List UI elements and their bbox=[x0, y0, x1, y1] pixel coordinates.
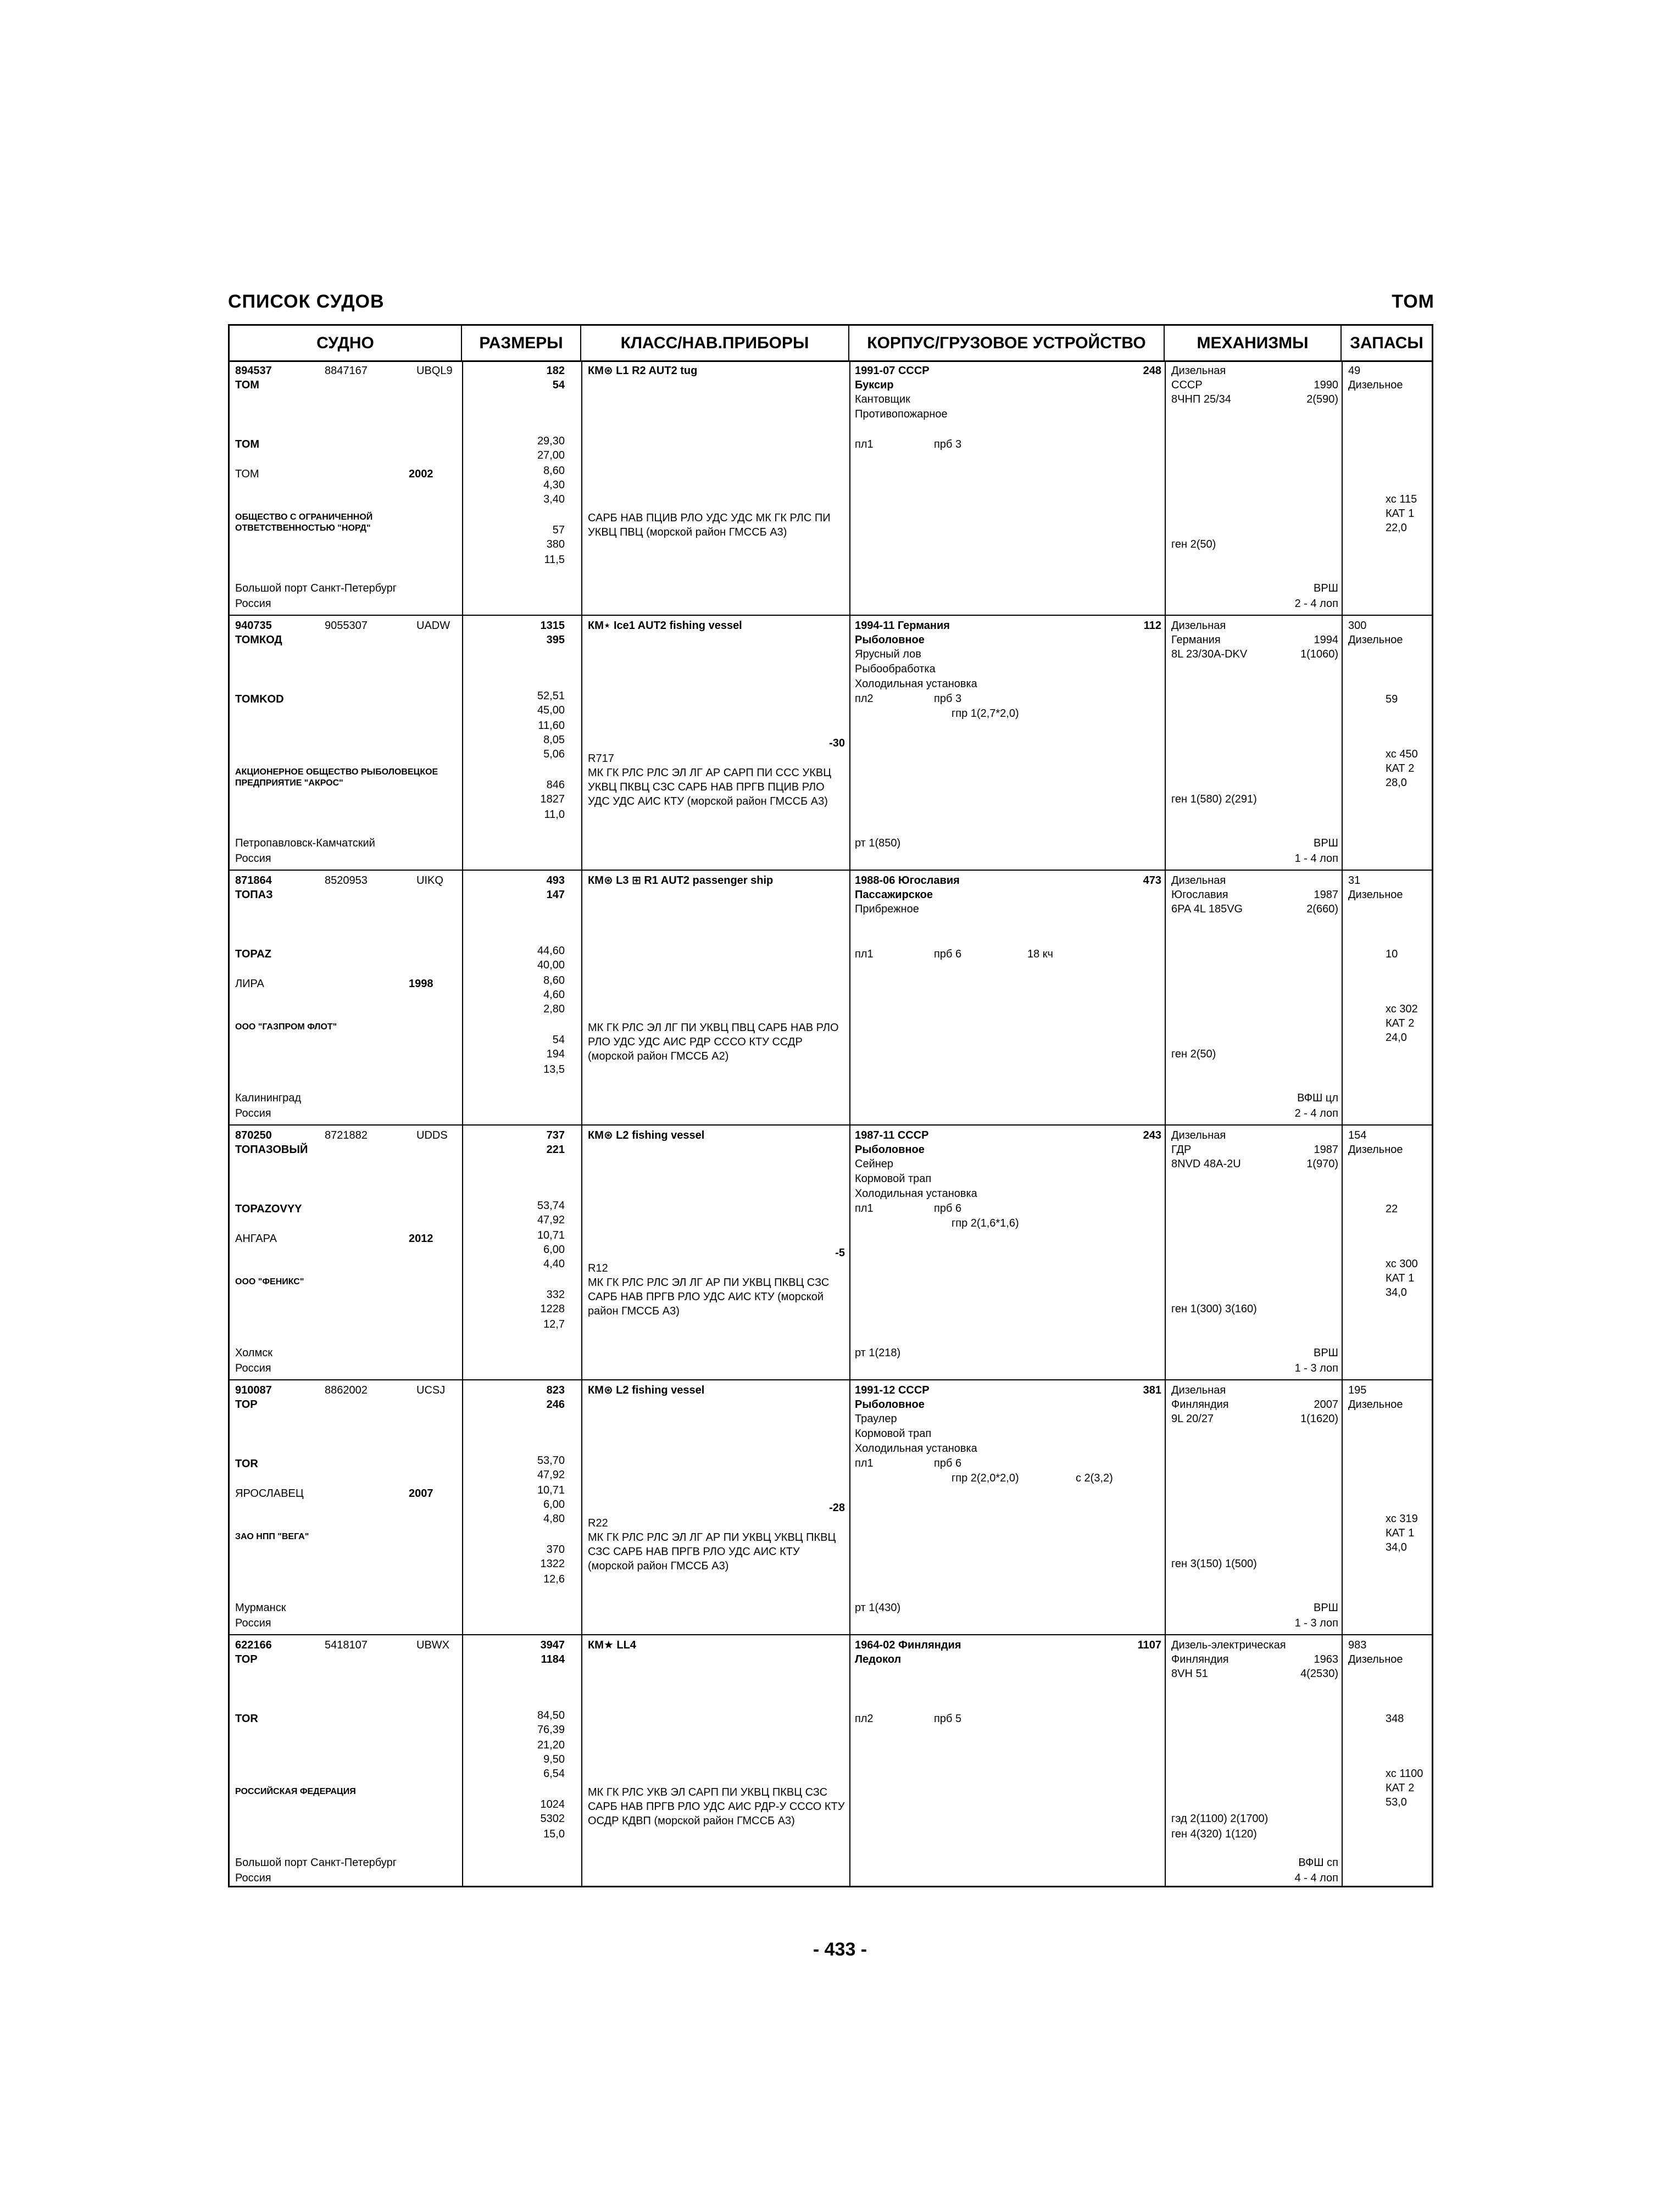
cargo-hatches: гпр 1(2,7*2,0) bbox=[952, 708, 1019, 720]
deadweight: 846 bbox=[546, 779, 565, 791]
vessel-entry bbox=[230, 615, 1432, 871]
vessel-name-latin: TOPAZOVYY bbox=[235, 1203, 302, 1215]
class-notation: КМ★ LL4 bbox=[588, 1639, 636, 1651]
deadweight: 57 bbox=[552, 524, 565, 536]
home-port: Калининград bbox=[235, 1092, 302, 1104]
table-header bbox=[230, 326, 1432, 362]
max-speed: 24,0 bbox=[1386, 1032, 1407, 1044]
length-perpendicular: 47,92 bbox=[537, 1214, 565, 1226]
cargo-hatches: гпр 2(2,0*2,0) bbox=[952, 1472, 1019, 1484]
former-name: ТОМ bbox=[235, 468, 259, 480]
breadth: 21,20 bbox=[537, 1739, 565, 1751]
bulkheads: прб 6 bbox=[934, 1202, 962, 1215]
depth: 4,30 bbox=[543, 479, 565, 491]
bulkheads: прб 5 bbox=[934, 1713, 962, 1725]
length-perpendicular: 47,92 bbox=[537, 1469, 565, 1481]
hull-detail-line: Кормовой трап bbox=[855, 1428, 932, 1440]
fuel-capacity: 154 bbox=[1348, 1129, 1367, 1141]
engine-year: 1987 bbox=[1314, 889, 1338, 901]
flag-country: Россия bbox=[235, 1362, 271, 1374]
yard-number: 112 bbox=[1143, 620, 1161, 632]
navigation-equipment: МК ГК РЛС ЭЛ ЛГ ПИ УКВЦ ПВЦ САРБ НАВ РЛО РЛО УДС УДС АИС РДР СССО КТУ ССДР (морской район ГМССБ А2) bbox=[588, 1022, 839, 1062]
max-speed: 34,0 bbox=[1386, 1541, 1407, 1553]
displacement: 1322 bbox=[540, 1558, 565, 1570]
class-notation: КМ⊛ L3 ⊞ R1 AUT2 passenger ship bbox=[588, 874, 774, 887]
former-name: АНГАРА bbox=[235, 1233, 277, 1245]
page-title: СПИСОК СУДОВ bbox=[228, 291, 385, 312]
refrigeration-temperature: -28 bbox=[829, 1502, 845, 1514]
propeller-type: ВФШ цл bbox=[1297, 1092, 1338, 1104]
gross-tonnage: 3947 bbox=[540, 1639, 565, 1651]
max-speed: 34,0 bbox=[1386, 1286, 1407, 1299]
depth: 6,00 bbox=[543, 1498, 565, 1511]
engine-type: Дизель-электрическая bbox=[1171, 1639, 1286, 1651]
propeller-blades: 1 - 3 лоп bbox=[1294, 1617, 1338, 1629]
bulkheads: прб 6 bbox=[934, 1457, 962, 1469]
hull-detail-line: Холодильная установка bbox=[855, 678, 977, 690]
max-speed: 22,0 bbox=[1386, 522, 1407, 534]
breadth: 8,60 bbox=[543, 974, 565, 987]
vessel-type: Рыболовное bbox=[855, 1399, 925, 1411]
refrigeration-temperature: -30 bbox=[829, 737, 845, 749]
deadweight: 332 bbox=[546, 1289, 565, 1301]
fuel-capacity: 31 bbox=[1348, 874, 1361, 887]
imo-number: 8847167 bbox=[325, 365, 368, 377]
engine-type: Дизельная bbox=[1171, 1129, 1226, 1141]
max-speed: 53,0 bbox=[1386, 1796, 1407, 1808]
owner-name: ЗАО НПП "ВЕГА" bbox=[235, 1532, 309, 1541]
engine-model: 8VH 51 bbox=[1171, 1668, 1208, 1680]
former-name-year: 1998 bbox=[409, 978, 433, 990]
registry-number: 871864 bbox=[235, 874, 272, 887]
length-overall: 52,51 bbox=[537, 690, 565, 702]
call-sign: UDDS bbox=[416, 1129, 448, 1141]
fish-hold: рт 1(218) bbox=[855, 1347, 901, 1359]
displacement: 1827 bbox=[540, 793, 565, 805]
home-port: Холмск bbox=[235, 1347, 272, 1359]
engine-country: СССР bbox=[1171, 379, 1203, 391]
breadth: 10,71 bbox=[537, 1484, 565, 1496]
length-overall: 84,50 bbox=[537, 1709, 565, 1722]
propeller-blades: 1 - 4 лоп bbox=[1294, 853, 1338, 865]
vessel-type: Ледокол bbox=[855, 1653, 902, 1665]
column-header-dimensions: РАЗМЕРЫ bbox=[462, 326, 581, 360]
class-notation: КМ⊛ L1 R2 AUT2 tug bbox=[588, 365, 698, 377]
engine-year: 1987 bbox=[1314, 1144, 1338, 1156]
call-sign: UCSJ bbox=[416, 1384, 446, 1396]
ship-register-table bbox=[228, 324, 1433, 1887]
endurance: хс 1100 bbox=[1386, 1768, 1423, 1780]
lifeboat-category: КАТ 2 bbox=[1386, 1017, 1415, 1029]
build-date-country: 1991-07 СССР bbox=[855, 365, 930, 377]
vessel-type: Рыболовное bbox=[855, 1144, 925, 1156]
yard-number: 381 bbox=[1143, 1384, 1161, 1396]
engine-type: Дизельная bbox=[1171, 874, 1226, 887]
depth: 4,60 bbox=[543, 989, 565, 1001]
build-date-country: 1964-02 Финляндия bbox=[855, 1639, 961, 1651]
yard-number: 1107 bbox=[1137, 1639, 1161, 1651]
vessel-type: Рыболовное bbox=[855, 634, 925, 646]
lifeboat-category: КАТ 1 bbox=[1386, 508, 1415, 520]
fuel-type: Дизельное bbox=[1348, 379, 1403, 391]
generators: ген 2(50) bbox=[1171, 538, 1216, 550]
engine-model: 9L 20/27 bbox=[1171, 1413, 1214, 1425]
length-perpendicular: 76,39 bbox=[537, 1724, 565, 1736]
fuel-capacity: 195 bbox=[1348, 1384, 1367, 1396]
gross-tonnage: 737 bbox=[546, 1129, 565, 1141]
refrigerant-code: R22 bbox=[588, 1517, 608, 1529]
vessel-name: ТОПАЗ bbox=[235, 889, 273, 901]
draught: 4,40 bbox=[543, 1258, 565, 1270]
fuel-type: Дизельное bbox=[1348, 634, 1403, 646]
design-speed: 12,6 bbox=[543, 1573, 565, 1585]
column-header-vessel: СУДНО bbox=[230, 326, 462, 360]
owner-name: ООО "ФЕНИКС" bbox=[235, 1277, 304, 1286]
owner-name: АКЦИОНЕРНОЕ ОБЩЕСТВО РЫБОЛОВЕЦКОЕ ПРЕДПРИЯТИЕ "АКРОС" bbox=[235, 767, 438, 788]
engine-country: Финляндия bbox=[1171, 1653, 1229, 1665]
net-tonnage: 395 bbox=[546, 634, 565, 646]
engine-model: 8ЧНП 25/34 bbox=[1171, 393, 1231, 405]
imo-number: 8520953 bbox=[325, 874, 368, 887]
depth: 9,50 bbox=[543, 1753, 565, 1765]
call-sign: UIKQ bbox=[416, 874, 443, 887]
navigation-equipment: МК ГК РЛС РЛС ЭЛ ЛГ АР ПИ УКВЦ ПКВЦ СЗС САРБ НАВ ПРГВ РЛО УДС АИС КТУ (морской район ГМССБ А3) bbox=[588, 1277, 830, 1317]
registry-number: 940735 bbox=[235, 620, 272, 632]
engine-power: 1(1060) bbox=[1300, 648, 1338, 660]
breadth: 10,71 bbox=[537, 1229, 565, 1241]
call-sign: UBWX bbox=[416, 1639, 449, 1651]
fuel-type: Дизельное bbox=[1348, 1144, 1403, 1156]
engine-power: 2(590) bbox=[1306, 393, 1338, 405]
vessel-entry bbox=[230, 360, 1432, 616]
deck-count: пл1 bbox=[855, 1202, 874, 1215]
vessel-name: ТОР bbox=[235, 1653, 258, 1665]
hull-detail-line: Сейнер bbox=[855, 1158, 894, 1170]
deck-count: пл1 bbox=[855, 438, 874, 450]
hull-detail-line: Холодильная установка bbox=[855, 1442, 977, 1455]
owner-name: ООО "ГАЗПРОМ ФЛОТ" bbox=[235, 1022, 337, 1032]
column-header-class: КЛАСС/НАВ.ПРИБОРЫ bbox=[581, 326, 849, 360]
service-speed: 18 кч bbox=[1027, 948, 1053, 960]
generators: ген 1(580) 2(291) bbox=[1171, 793, 1257, 805]
endurance: хс 319 bbox=[1386, 1513, 1418, 1525]
vessel-name: ТОР bbox=[235, 1399, 258, 1411]
breadth: 11,60 bbox=[538, 720, 565, 732]
depth: 8,05 bbox=[543, 734, 565, 746]
refrigerant-code: R12 bbox=[588, 1262, 608, 1274]
flag-country: Россия bbox=[235, 1617, 271, 1629]
engine-power: 2(660) bbox=[1306, 903, 1338, 915]
former-name-year: 2007 bbox=[409, 1488, 433, 1500]
owner-name: РОССИЙСКАЯ ФЕДЕРАЦИЯ bbox=[235, 1787, 356, 1796]
depth: 6,00 bbox=[543, 1244, 565, 1256]
vessel-name-latin: TOR bbox=[235, 1458, 258, 1470]
imo-number: 8721882 bbox=[325, 1129, 368, 1141]
endurance: хс 115 bbox=[1386, 493, 1417, 505]
navigation-equipment: МК ГК РЛС РЛС ЭЛ ЛГ АР ПИ УКВЦ УКВЦ ПКВЦ СЗС САРБ НАВ ПРГВ РЛО УДС АИС КТУ (морской район ГМССБ А3) bbox=[588, 1531, 836, 1572]
fuel-type: Дизельное bbox=[1348, 1399, 1403, 1411]
engine-year: 1990 bbox=[1314, 379, 1338, 391]
displacement: 194 bbox=[546, 1048, 565, 1060]
design-speed: 11,0 bbox=[544, 809, 565, 821]
length-overall: 53,70 bbox=[537, 1455, 565, 1467]
engine-year: 1994 bbox=[1314, 634, 1338, 646]
engine-country: Финляндия bbox=[1171, 1399, 1229, 1411]
bulkheads: прб 3 bbox=[934, 438, 962, 450]
fuel-type: Дизельное bbox=[1348, 889, 1403, 901]
home-port: Большой порт Санкт-Петербург bbox=[235, 582, 397, 594]
yard-number: 243 bbox=[1143, 1129, 1161, 1141]
vessel-name: ТОМКОД bbox=[235, 634, 282, 646]
propeller-type: ВРШ bbox=[1313, 582, 1338, 594]
engine-model: 6PA 4L 185VG bbox=[1171, 903, 1243, 915]
page-number: - 433 - bbox=[813, 1939, 867, 1960]
vessel-entry bbox=[230, 1380, 1432, 1635]
engine-model: 8NVD 48A-2U bbox=[1171, 1158, 1241, 1170]
generators: ген 1(300) 3(160) bbox=[1171, 1303, 1257, 1315]
lifeboat-category: КАТ 1 bbox=[1386, 1527, 1415, 1539]
vessel-entry bbox=[230, 870, 1432, 1126]
engine-country: Германия bbox=[1171, 634, 1221, 646]
water-capacity: 22 bbox=[1386, 1203, 1398, 1215]
refrigeration-temperature: -5 bbox=[835, 1247, 845, 1259]
draught: 6,54 bbox=[543, 1768, 565, 1780]
call-sign: UBQL9 bbox=[416, 365, 453, 377]
propeller-blades: 4 - 4 лоп bbox=[1294, 1872, 1338, 1884]
fish-hold: рт 1(850) bbox=[855, 837, 901, 849]
cargo-hatches: гпр 2(1,6*1,6) bbox=[952, 1217, 1019, 1229]
build-date-country: 1994-11 Германия bbox=[855, 620, 950, 632]
deck-count: пл1 bbox=[855, 1457, 874, 1469]
vessel-type: Пассажирское bbox=[855, 889, 933, 901]
propeller-blades: 2 - 4 лоп bbox=[1294, 1107, 1338, 1119]
design-speed: 11,5 bbox=[544, 554, 565, 566]
registry-number: 894537 bbox=[235, 365, 272, 377]
registry-number: 910087 bbox=[235, 1384, 272, 1396]
vessel-name: ТОМ bbox=[235, 379, 259, 391]
navigation-equipment: МК ГК РЛС УКВ ЭЛ САРП ПИ УКВЦ ПКВЦ СЗС САРБ НАВ ПРГВ РЛО УДС АИС РДР-У СССО КТУ ОСДР КДВП (морской район ГМССБ А3) bbox=[588, 1786, 845, 1827]
former-name-year: 2012 bbox=[409, 1233, 433, 1245]
deck-count: пл2 bbox=[855, 693, 874, 705]
lifeboat-category: КАТ 1 bbox=[1386, 1272, 1415, 1284]
gross-tonnage: 823 bbox=[546, 1384, 565, 1396]
flag-country: Россия bbox=[235, 1872, 271, 1884]
build-date-country: 1991-12 СССР bbox=[855, 1384, 930, 1396]
imo-number: 8862002 bbox=[325, 1384, 368, 1396]
class-notation: КМ⊛ L2 fishing vessel bbox=[588, 1129, 705, 1141]
owner-name: ОБЩЕСТВО С ОГРАНИЧЕННОЙ ОТВЕТСТВЕННОСТЬЮ "НОРД" bbox=[235, 512, 373, 533]
vessel-name-latin: TOPAZ bbox=[235, 948, 271, 960]
engine-year: 1963 bbox=[1314, 1653, 1338, 1665]
refrigerant-code: R717 bbox=[588, 753, 614, 765]
design-speed: 15,0 bbox=[543, 1828, 565, 1840]
design-speed: 13,5 bbox=[543, 1063, 565, 1076]
hull-detail-line: Противопожарное bbox=[855, 408, 948, 420]
build-date-country: 1987-11 СССР bbox=[855, 1129, 929, 1141]
breadth: 8,60 bbox=[543, 465, 565, 477]
generators-aux: ген 4(320) 1(120) bbox=[1171, 1828, 1257, 1840]
length-overall: 44,60 bbox=[537, 945, 565, 957]
displacement: 380 bbox=[546, 538, 565, 550]
water-capacity: 59 bbox=[1386, 693, 1398, 705]
yard-number: 473 bbox=[1143, 874, 1161, 887]
hull-detail-line: Кантовщик bbox=[855, 393, 910, 405]
draught: 3,40 bbox=[543, 493, 565, 505]
deadweight: 370 bbox=[546, 1544, 565, 1556]
engine-type: Дизельная bbox=[1171, 365, 1226, 377]
hull-detail-line: Кормовой трап bbox=[855, 1173, 932, 1185]
draught: 4,80 bbox=[543, 1513, 565, 1525]
draught: 2,80 bbox=[543, 1003, 565, 1015]
deck-count: пл1 bbox=[855, 948, 874, 960]
imo-number: 5418107 bbox=[325, 1639, 368, 1651]
bulkheads: прб 6 bbox=[934, 948, 962, 960]
net-tonnage: 147 bbox=[546, 889, 565, 901]
displacement: 1228 bbox=[540, 1303, 565, 1315]
vessel-entry bbox=[230, 1125, 1432, 1380]
engine-type: Дизельная bbox=[1171, 1384, 1226, 1396]
former-name-year: 2002 bbox=[409, 468, 433, 480]
navigation-equipment: МК ГК РЛС РЛС ЭЛ ЛГ АР САРП ПИ ССС УКВЦ УКВЦ ПКВЦ СЗС САРБ НАВ ПРГВ ПЦИВ РЛО УДС УДС АИС КТУ (морской район ГМССБ А3) bbox=[588, 767, 832, 807]
engine-power: 1(970) bbox=[1306, 1158, 1338, 1170]
net-tonnage: 246 bbox=[546, 1399, 565, 1411]
cargo-derricks: с 2(3,2) bbox=[1076, 1472, 1113, 1484]
hull-detail-line: Прибрежное bbox=[855, 903, 919, 915]
endurance: хс 300 bbox=[1386, 1258, 1418, 1270]
fuel-capacity: 49 bbox=[1348, 365, 1361, 377]
home-port: Большой порт Санкт-Петербург bbox=[235, 1857, 397, 1869]
length-overall: 53,74 bbox=[537, 1200, 565, 1212]
home-port: Петропавловск-Камчатский bbox=[235, 837, 375, 849]
engine-year: 2007 bbox=[1314, 1399, 1338, 1411]
hull-detail-line: Рыбообработка bbox=[855, 663, 936, 675]
registry-number: 622166 bbox=[235, 1639, 272, 1651]
propeller-blades: 1 - 3 лоп bbox=[1294, 1362, 1338, 1374]
vessel-entry bbox=[230, 1635, 1432, 1890]
length-perpendicular: 40,00 bbox=[537, 959, 565, 971]
hull-detail-line: Траулер bbox=[855, 1413, 897, 1425]
generators: ген 3(150) 1(500) bbox=[1171, 1558, 1257, 1570]
bulkheads: прб 3 bbox=[934, 693, 962, 705]
navigation-equipment: САРБ НАВ ПЦИВ РЛО УДС УДС МК ГК РЛС ПИ УКВЦ ПВЦ (морской район ГМССБ А3) bbox=[588, 512, 831, 538]
engine-country: ГДР bbox=[1171, 1144, 1192, 1156]
build-date-country: 1988-06 Югославия bbox=[855, 874, 960, 887]
propeller-type: ВРШ bbox=[1313, 1602, 1338, 1614]
gross-tonnage: 182 bbox=[546, 365, 565, 377]
length-perpendicular: 27,00 bbox=[537, 449, 565, 461]
former-name: ЛИРА bbox=[235, 978, 264, 990]
column-header-stores: ЗАПАСЫ bbox=[1350, 334, 1423, 352]
lifeboat-category: КАТ 2 bbox=[1386, 1782, 1415, 1794]
class-notation: КМ⋆ Ice1 AUT2 fishing vessel bbox=[588, 620, 742, 632]
length-perpendicular: 45,00 bbox=[537, 704, 565, 716]
design-speed: 12,7 bbox=[543, 1318, 565, 1330]
yard-number: 248 bbox=[1143, 365, 1161, 377]
registry-number: 870250 bbox=[235, 1129, 272, 1141]
net-tonnage: 221 bbox=[546, 1144, 565, 1156]
propeller-type: ВФШ сп bbox=[1298, 1857, 1338, 1869]
column-header-machinery: МЕХАНИЗМЫ bbox=[1165, 326, 1342, 360]
net-tonnage: 54 bbox=[552, 379, 565, 391]
endurance: хс 302 bbox=[1386, 1003, 1418, 1015]
engine-model: 8L 23/30A-DKV bbox=[1171, 648, 1248, 660]
call-sign: UADW bbox=[416, 620, 450, 632]
propeller-blades: 2 - 4 лоп bbox=[1294, 598, 1338, 610]
fuel-capacity: 300 bbox=[1348, 620, 1367, 632]
flag-country: Россия bbox=[235, 598, 271, 610]
fuel-capacity: 983 bbox=[1348, 1639, 1367, 1651]
flag-country: Россия bbox=[235, 1107, 271, 1119]
deck-count: пл2 bbox=[855, 1713, 874, 1725]
deadweight: 1024 bbox=[540, 1798, 565, 1811]
vessel-type: Буксир bbox=[855, 379, 894, 391]
draught: 5,06 bbox=[543, 748, 565, 760]
vessel-name-latin: TOMKOD bbox=[235, 693, 284, 705]
water-capacity: 10 bbox=[1386, 948, 1398, 960]
engine-power: 1(1620) bbox=[1300, 1413, 1338, 1425]
imo-number: 9055307 bbox=[325, 620, 368, 632]
engine-power: 4(2530) bbox=[1300, 1668, 1338, 1680]
fuel-type: Дизельное bbox=[1348, 1653, 1403, 1665]
net-tonnage: 1184 bbox=[541, 1653, 565, 1665]
vessel-name-latin: TOR bbox=[235, 1713, 258, 1725]
flag-country: Россия bbox=[235, 853, 271, 865]
gross-tonnage: 493 bbox=[546, 874, 565, 887]
hull-detail-line: Ярусный лов bbox=[855, 648, 921, 660]
generators: ген 2(50) bbox=[1171, 1048, 1216, 1060]
deadweight: 54 bbox=[552, 1034, 565, 1046]
page-running-head: ТОМ bbox=[1392, 291, 1434, 312]
engine-country: Югославия bbox=[1171, 889, 1228, 901]
vessel-name: ТОПАЗОВЫЙ bbox=[235, 1144, 308, 1156]
water-capacity: 348 bbox=[1386, 1713, 1404, 1725]
engine-type: Дизельная bbox=[1171, 620, 1226, 632]
hull-detail-line: Холодильная установка bbox=[855, 1188, 977, 1200]
displacement: 5302 bbox=[540, 1813, 565, 1825]
former-name: ЯРОСЛАВЕЦ bbox=[235, 1488, 304, 1500]
class-notation: КМ⊛ L2 fishing vessel bbox=[588, 1384, 705, 1396]
endurance: хс 450 bbox=[1386, 748, 1418, 760]
generators: гэд 2(1100) 2(1700) bbox=[1171, 1813, 1269, 1825]
gross-tonnage: 1315 bbox=[540, 620, 565, 632]
max-speed: 28,0 bbox=[1386, 777, 1407, 789]
propeller-type: ВРШ bbox=[1313, 837, 1338, 849]
length-overall: 29,30 bbox=[537, 435, 565, 447]
home-port: Мурманск bbox=[235, 1602, 286, 1614]
column-header-hull: КОРПУС/ГРУЗОВОЕ УСТРОЙСТВО bbox=[849, 326, 1165, 360]
fish-hold: рт 1(430) bbox=[855, 1602, 901, 1614]
propeller-type: ВРШ bbox=[1313, 1347, 1338, 1359]
lifeboat-category: КАТ 2 bbox=[1386, 762, 1415, 775]
vessel-name-latin: TOM bbox=[235, 438, 260, 450]
